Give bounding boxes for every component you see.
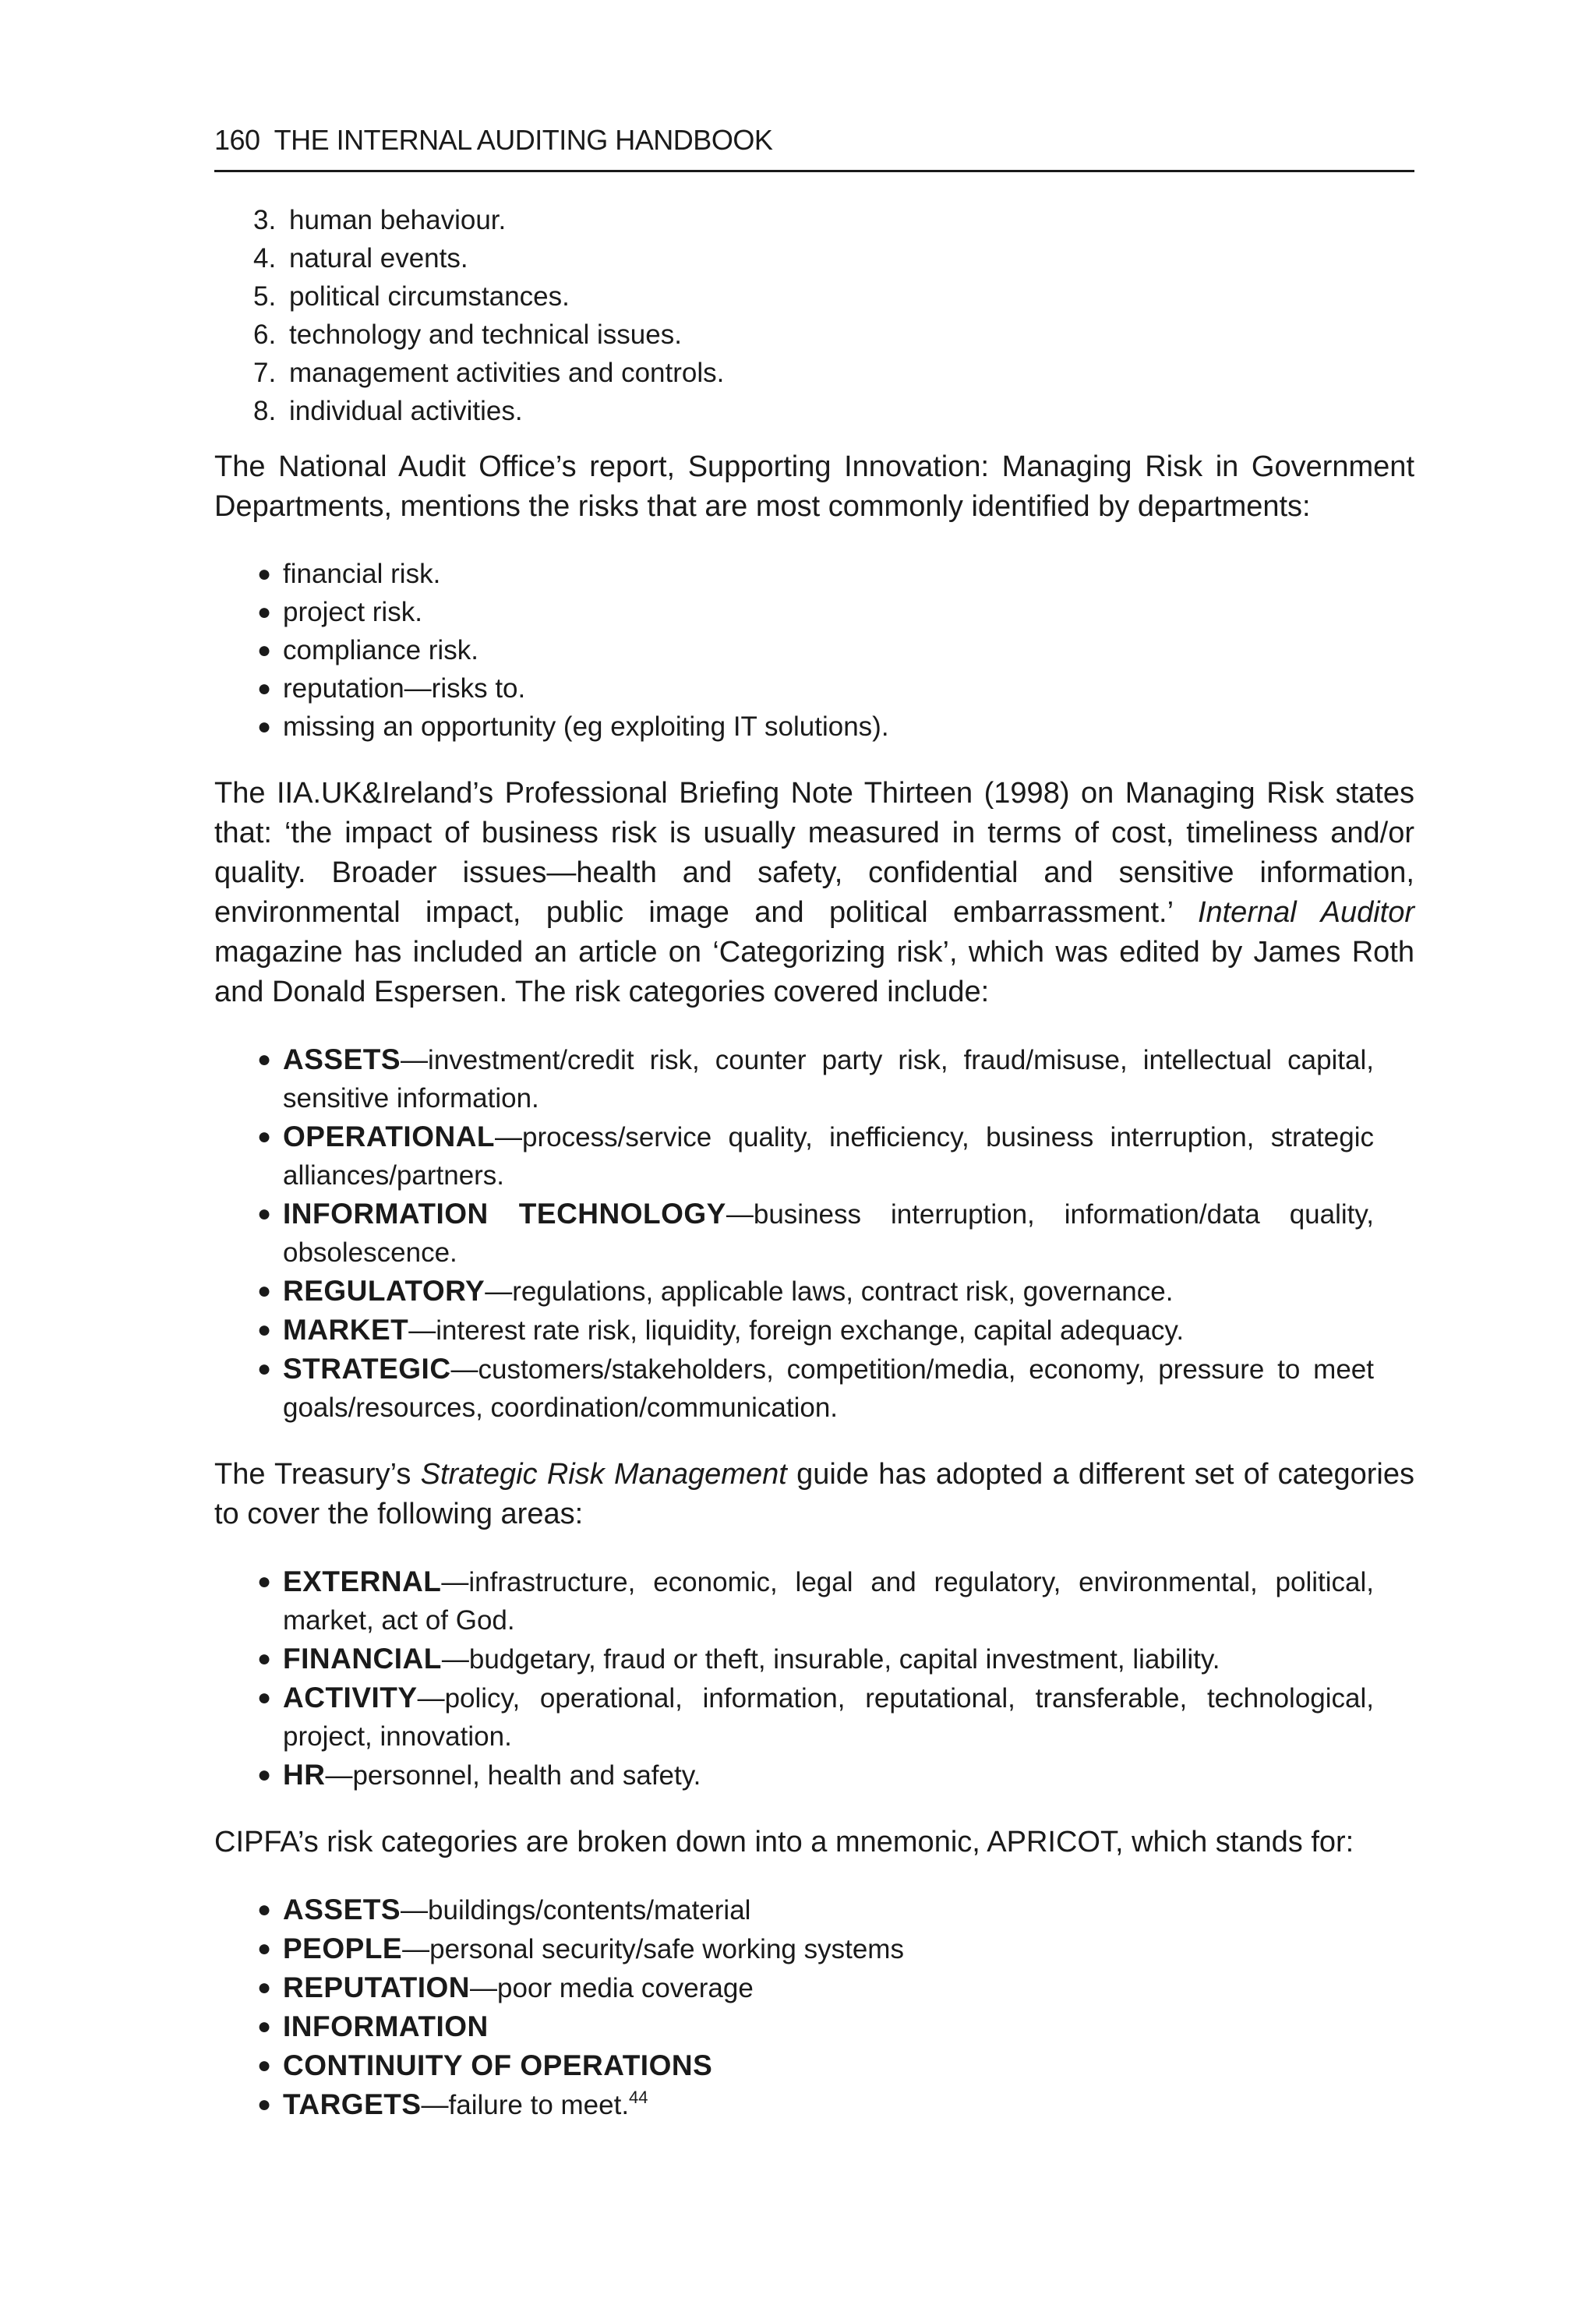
list-item: 3. human behaviour.	[253, 205, 507, 235]
bullet-icon: ●	[257, 1278, 272, 1304]
list-item: ● ASSETS—investment/credit risk, counter party risk, fraud/misuse, intellectual capital, sensitive information.	[214, 1040, 1414, 1117]
bullet-icon: ●	[257, 1569, 272, 1594]
bullet-icon: ●	[257, 561, 272, 587]
bullet-icon: ●	[257, 1762, 272, 1788]
running-header	[214, 117, 1414, 172]
nao-risk-list	[214, 555, 1414, 746]
list-item: ● ASSETS—buildings/contents/material	[214, 1890, 1414, 1929]
list-item: 8. individual activities.	[253, 396, 523, 426]
list-item: ● OPERATIONAL—process/service quality, inefficiency, business interruption, strategic alliances/partners.	[214, 1117, 1414, 1195]
list-item: ● TARGETS—failure to meet.$^{44}$	[214, 2085, 1414, 2124]
list-item: 6. technology and technical issues.	[253, 319, 682, 350]
bullet-icon: ●	[257, 1936, 272, 1961]
list-item: ● ACTIVITY—policy, operational, information, reputational, transferable, technological, project, innovation.	[214, 1678, 1414, 1756]
bullet-icon: ●	[257, 676, 272, 701]
paragraph-nao: The National Audit Office’s report, Supporting Innovation: Managing Risk in Government Departments, mentions the risks that are most commonly identified by departments:	[214, 450, 1414, 523]
bullet-icon: ●	[257, 714, 272, 739]
list-item: ● INFORMATION	[214, 2007, 1414, 2046]
paragraph-cipfa: CIPFA’s risk categories are broken down into a mnemonic, APRICOT, which stands for:	[214, 1826, 1354, 1858]
list-item: ● MARKET—interest rate risk, liquidity, foreign exchange, capital adequacy.	[214, 1311, 1414, 1350]
list-item: ● reputation—risks to.	[214, 669, 1414, 708]
list-item: ● STRATEGIC—customers/stakeholders, competition/media, economy, pressure to meet goals/resources, coordination/communication.	[214, 1350, 1414, 1427]
list-item: ● HR—personnel, health and safety.	[214, 1756, 1414, 1795]
bullet-icon: ●	[257, 1646, 272, 1671]
paragraph-treasury: The Treasury’s Strategic Risk Management guide has adopted a different set of categories to cover the following areas:	[214, 1458, 1414, 1530]
list-item: ● INFORMATION TECHNOLOGY—business interruption, information/data quality, obsolescence.	[214, 1195, 1414, 1272]
list-item: ● FINANCIAL—budgetary, fraud or theft, insurable, capital investment, liability.	[214, 1640, 1414, 1678]
bullet-icon: ●	[257, 1356, 272, 1382]
list-item: ● REGULATORY—regulations, applicable laws, contract risk, governance.	[214, 1272, 1414, 1311]
bullet-icon: ●	[257, 2091, 272, 2117]
bullet-icon: ●	[257, 637, 272, 663]
list-item: ● missing an opportunity (eg exploiting IT solutions).	[214, 708, 1414, 746]
list-item: ● REPUTATION—poor media coverage	[214, 1968, 1414, 2007]
list-item: ● project risk.	[214, 593, 1414, 631]
cipfa-category-list	[214, 1890, 1414, 2124]
list-item: ● PEOPLE—personal security/safe working systems	[214, 1929, 1414, 1968]
bullet-icon: ●	[257, 1124, 272, 1149]
bullet-icon: ●	[257, 1897, 272, 1922]
page-content	[214, 201, 1414, 2124]
page-number: 160	[214, 124, 260, 156]
bullet-icon: ●	[257, 2014, 272, 2039]
numbered-list	[214, 201, 1414, 430]
running-title: THE INTERNAL AUDITING HANDBOOK	[274, 124, 773, 156]
bullet-icon: ●	[257, 1317, 272, 1343]
list-item: ● CONTINUITY OF OPERATIONS	[214, 2046, 1414, 2085]
list-item: ● compliance risk.	[214, 631, 1414, 669]
list-item: ● EXTERNAL—infrastructure, economic, legal and regulatory, environmental, political, market, act of God.	[214, 1562, 1414, 1640]
ia-category-list	[214, 1040, 1414, 1427]
bullet-icon: ●	[257, 2053, 272, 2078]
footnote-ref: 44	[629, 2088, 648, 2107]
bullet-icon: ●	[257, 1201, 272, 1227]
list-item: 4. natural events.	[253, 243, 468, 274]
list-item: 7. management activities and controls.	[253, 358, 725, 388]
bullet-icon: ●	[257, 1975, 272, 2000]
paragraph-iia: The IIA.UK&Ireland’s Professional Briefing Note Thirteen (1998) on Managing Risk states that: ‘the impact of business risk is usually measured in terms of cost, timeliness and/or quality. Broader issues—health and safety, confidential and sensitive information, environmental impact, public image and political embarrassment.’ Internal Auditor magazine has included an article on ‘Categorizing risk’, which was edited by James Roth and Donald Espersen. The risk categories covered include:	[214, 777, 1415, 1008]
bullet-icon: ●	[257, 1685, 272, 1710]
treasury-category-list	[214, 1562, 1414, 1795]
list-item: ● financial risk.	[214, 555, 1414, 593]
bullet-icon: ●	[257, 1047, 272, 1072]
list-item: 5. political circumstances.	[253, 281, 570, 312]
bullet-icon: ●	[257, 599, 272, 625]
